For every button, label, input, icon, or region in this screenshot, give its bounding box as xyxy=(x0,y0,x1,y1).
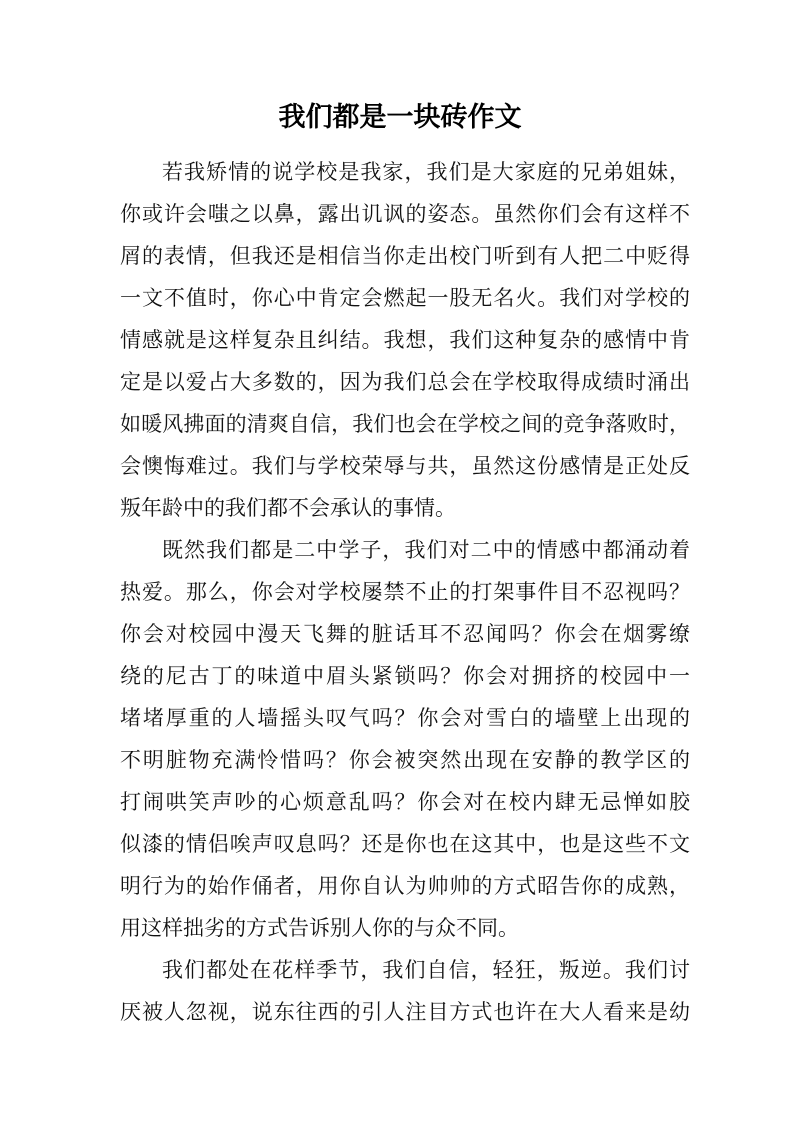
text-line: 定是以爱占大多数的，因为我们总会在学校取得成绩时涌出 xyxy=(120,370,690,394)
text-line: 用这样拙劣的方式告诉别人你的与众不同。 xyxy=(120,916,519,940)
text-line: 会懊悔难过。我们与学校荣辱与共，虽然这份感情是正处反 xyxy=(120,454,690,478)
paragraph-1 xyxy=(120,151,690,529)
text-line: 打闹哄笑声吵的心烦意乱吗？你会对在校内肆无忌惮如胶 xyxy=(120,790,690,814)
text-line: 叛年龄中的我们都不会承认的事情。 xyxy=(120,496,456,520)
document-body xyxy=(120,151,690,1033)
text-line: 屑的表情，但我还是相信当你走出校门听到有人把二中贬得 xyxy=(120,244,690,268)
text-line: 热爱。那么，你会对学校屡禁不止的打架事件目不忍视吗？ xyxy=(120,580,690,604)
text-line: 厌被人忽视，说东往西的引人注目方式也许在大人看来是幼 xyxy=(120,1000,690,1024)
text-line: 你或许会嗤之以鼻，露出讥讽的姿态。虽然你们会有这样不 xyxy=(120,202,690,226)
text-line: 你会对校园中漫天飞舞的脏话耳不忍闻吗？你会在烟雾缭 xyxy=(120,622,690,646)
text-line: 若我矫情的说学校是我家，我们是大家庭的兄弟姐妹， xyxy=(162,160,690,184)
text-line: 既然我们都是二中学子，我们对二中的情感中都涌动着 xyxy=(162,538,690,562)
text-line: 我们都处在花样季节，我们自信，轻狂，叛逆。我们讨 xyxy=(162,958,690,982)
text-line: 不明脏物充满怜惜吗？你会被突然出现在安静的教学区的 xyxy=(120,748,690,772)
text-line: 绕的尼古丁的味道中眉头紧锁吗？你会对拥挤的校园中一 xyxy=(120,664,690,688)
text-line: 如暖风拂面的清爽自信，我们也会在学校之间的竞争落败时， xyxy=(120,412,690,436)
paragraph-3 xyxy=(120,949,690,1033)
text-line: 一文不值时，你心中肯定会燃起一股无名火。我们对学校的 xyxy=(120,286,690,310)
text-line: 似漆的情侣唉声叹息吗？还是你也在这其中，也是这些不文 xyxy=(120,832,690,856)
text-line: 情感就是这样复杂且纠结。我想，我们这种复杂的感情中肯 xyxy=(120,328,690,352)
paragraph-2 xyxy=(120,529,690,949)
text-line: 堵堵厚重的人墙摇头叹气吗？你会对雪白的墙壁上出现的 xyxy=(120,706,690,730)
document-title: 我们都是一块砖作文 xyxy=(278,102,522,133)
text-line: 明行为的始作俑者，用你自认为帅帅的方式昭告你的成熟， xyxy=(120,874,690,898)
